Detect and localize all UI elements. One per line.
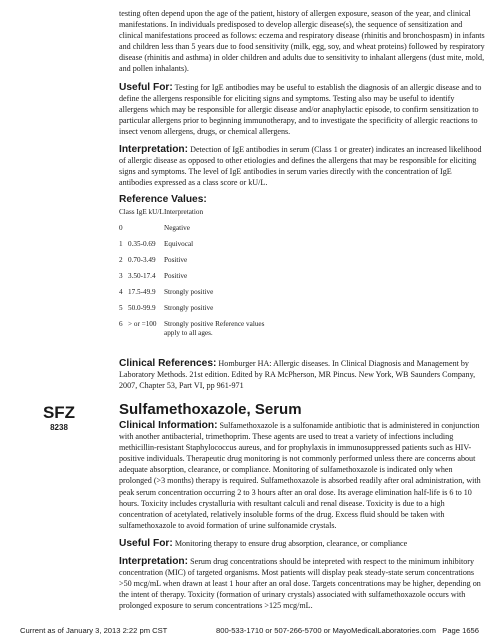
reference-row xyxy=(119,304,485,313)
test-useful-for-section xyxy=(119,538,485,549)
reference-interpretation: Positive xyxy=(164,255,188,264)
useful-for-section xyxy=(119,82,485,137)
reference-range: 50.0-99.9 xyxy=(128,303,156,312)
test-name: Sulfamethoxazole, Serum xyxy=(119,401,302,418)
clinical-information-section xyxy=(119,420,485,531)
test-useful-for-text: Monitoring therapy to ensure drug absorption, clearance, or compliance xyxy=(174,538,408,548)
test-interpretation-label: Interpretation: xyxy=(119,556,189,568)
test-number: 8238 xyxy=(50,423,68,432)
reference-row xyxy=(119,272,485,281)
reference-interpretation: Strongly positive Reference values apply to all ages. xyxy=(164,319,265,337)
reference-interpretation: Equivocal xyxy=(164,239,194,248)
interpretation-label: Interpretation: xyxy=(119,144,189,156)
reference-table-header xyxy=(119,208,485,217)
reference-class: 5 xyxy=(119,303,123,312)
reference-class: 0 xyxy=(119,223,123,232)
test-interpretation-section xyxy=(119,556,485,611)
reference-range: > or =100 xyxy=(128,319,157,328)
reference-interpretation: Strongly positive xyxy=(164,287,214,296)
reference-row xyxy=(119,256,485,265)
footer-page-number: Page 1656 xyxy=(442,626,479,635)
reference-class: 6 xyxy=(119,319,123,328)
test-useful-for-label: Useful For: xyxy=(119,537,173,549)
clinical-information-text: Sulfamethoxazole is a sulfonamide antibiotic that is administered in conjunction with another antibacterial, trimethoprim. These agents are used to treat a variety of infections including methicillin-resistant Staphylococcus aureus, and for prophylaxis in immunosuppressed patients such as HIV-positive individuals. Therapeutic drug monitoring is not commonly performed unless there are concerns about adequate absorption, clearance, or compliance. Monitoring of sulfamethoxazole is indicated only when prolonged (>3 months) therapy is required. Sulfamethoxazole is absorbed readily after oral administration, with peak serum concentration occurring 2 to 3 hours after an oral dose. Its average elimination half-life is 6 to 10 hours. Toxicity includes crystalluria with resultant calculi and renal disease. Toxicity is due to a high concentration of acetylated, relatively insoluble forms of the drug. Excess fluid should be taken with sulfamethoxazole to avoid formation of urine sulfonamide crystals. xyxy=(119,421,481,530)
clinical-references-section xyxy=(119,358,485,391)
reference-row xyxy=(119,240,485,249)
reference-range xyxy=(128,224,164,233)
test-interpretation-text: Serum drug concentrations should be intepreted with respect to the minimum inhibitory concentration (MIC) of targeted organisms. Most patients will display peak steady-state serum concentrations >50 mcg/mL when drawn at least 1 hour after an oral dose. Targets concentrations may be higher, depending on the intent of therapy. Toxicity (formation of urinary crystals) associated with sulfamethoxazole occurs with prolonged exposure to serum concentrations >125 mcg/mL. xyxy=(119,557,481,611)
useful-for-label: Useful For: xyxy=(119,81,173,93)
test-code: SFZ xyxy=(42,403,76,422)
reference-range: 0.35-0.69 xyxy=(128,239,156,248)
reference-class: 1 xyxy=(119,239,123,248)
reference-range: 0.70-3.49 xyxy=(128,255,156,264)
clinical-information-label: Clinical Information: xyxy=(119,420,218,431)
interpretation-text: Detection of IgE antibodies in serum (Class 1 or greater) indicates an increased likelihood of allergic disease as opposed to other etiologies and defines the allergens that may be responsible for eliciting signs and symptoms. The level of IgE antibodies in serum varies directly with the concentration of IgE antibodies expressed as a class score or kU/L. xyxy=(119,145,482,188)
clinical-references-label: Clinical References: xyxy=(119,357,217,369)
reference-interpretation: Strongly positive xyxy=(164,303,214,312)
reference-header-class: Class IgE kU/L xyxy=(119,207,164,216)
reference-range: 3.50-17.4 xyxy=(128,271,156,280)
reference-class: 4 xyxy=(119,287,123,296)
page-footer xyxy=(20,626,479,635)
reference-class: 3 xyxy=(119,271,123,280)
reference-class: 2 xyxy=(119,255,123,264)
reference-row xyxy=(119,288,485,297)
reference-range: 17.5-49.9 xyxy=(128,287,156,296)
interpretation-section xyxy=(119,144,485,188)
clinical-references-text: Homburger HA: Allergic diseases. In Clinical Diagnosis and Management by Laboratory Methods. 21st edition. Edited by RA McPherson, MR Pincus. New York, WB Saunders Company, 2007, Chapter 53, Part VI, pp 961-971 xyxy=(119,358,476,390)
test-code-block xyxy=(29,404,89,432)
footer-contact: 800-533-1710 or 507-266-5700 or MayoMedicalLaboratories.com xyxy=(216,626,436,635)
useful-for-text: Testing for IgE antibodies may be useful to establish the diagnosis of an allergic disease and to define the allergens responsible for eliciting signs and symptoms. Testing also may be useful to identify allergens which may be responsible for allergic disease and/or anaphylactic episode, to confirm sensitization to particular allergens prior to beginning immunotherapy, and to investigate the specificity of allergic reactions to insect venom allergens, drugs, or chemical allergens. xyxy=(119,82,482,136)
reference-row xyxy=(119,224,485,233)
reference-header-interpretation: Interpretation xyxy=(164,207,204,216)
intro-paragraph: testing often depend upon the age of the patient, history of allergen exposure, season of the year, and clinical manifestations. In individuals predisposed to develop allergic disease(s), the sequence of sensitization and clinical manifestations proceed as follows: eczema and respiratory disease (rhinitis and bronchospasm) in infants and children less than 5 years due to food sensitivity (milk, egg, soy, and wheat proteins) followed by respiratory disease (rhinitis and asthma) in older children and adults due to sensitivity to inhalant allergens (dust mite, mold, and pollen inhalants). xyxy=(119,9,485,74)
reference-values-label: Reference Values: xyxy=(119,194,207,206)
reference-values-table xyxy=(119,208,485,338)
reference-interpretation: Positive xyxy=(164,271,188,280)
footer-current-as-of: Current as of January 3, 2013 2:22 pm CST xyxy=(20,626,168,635)
sulfamethoxazole-section xyxy=(119,420,485,612)
reference-interpretation: Negative xyxy=(164,223,190,232)
previous-test-section xyxy=(119,8,485,391)
reference-row xyxy=(119,320,485,338)
